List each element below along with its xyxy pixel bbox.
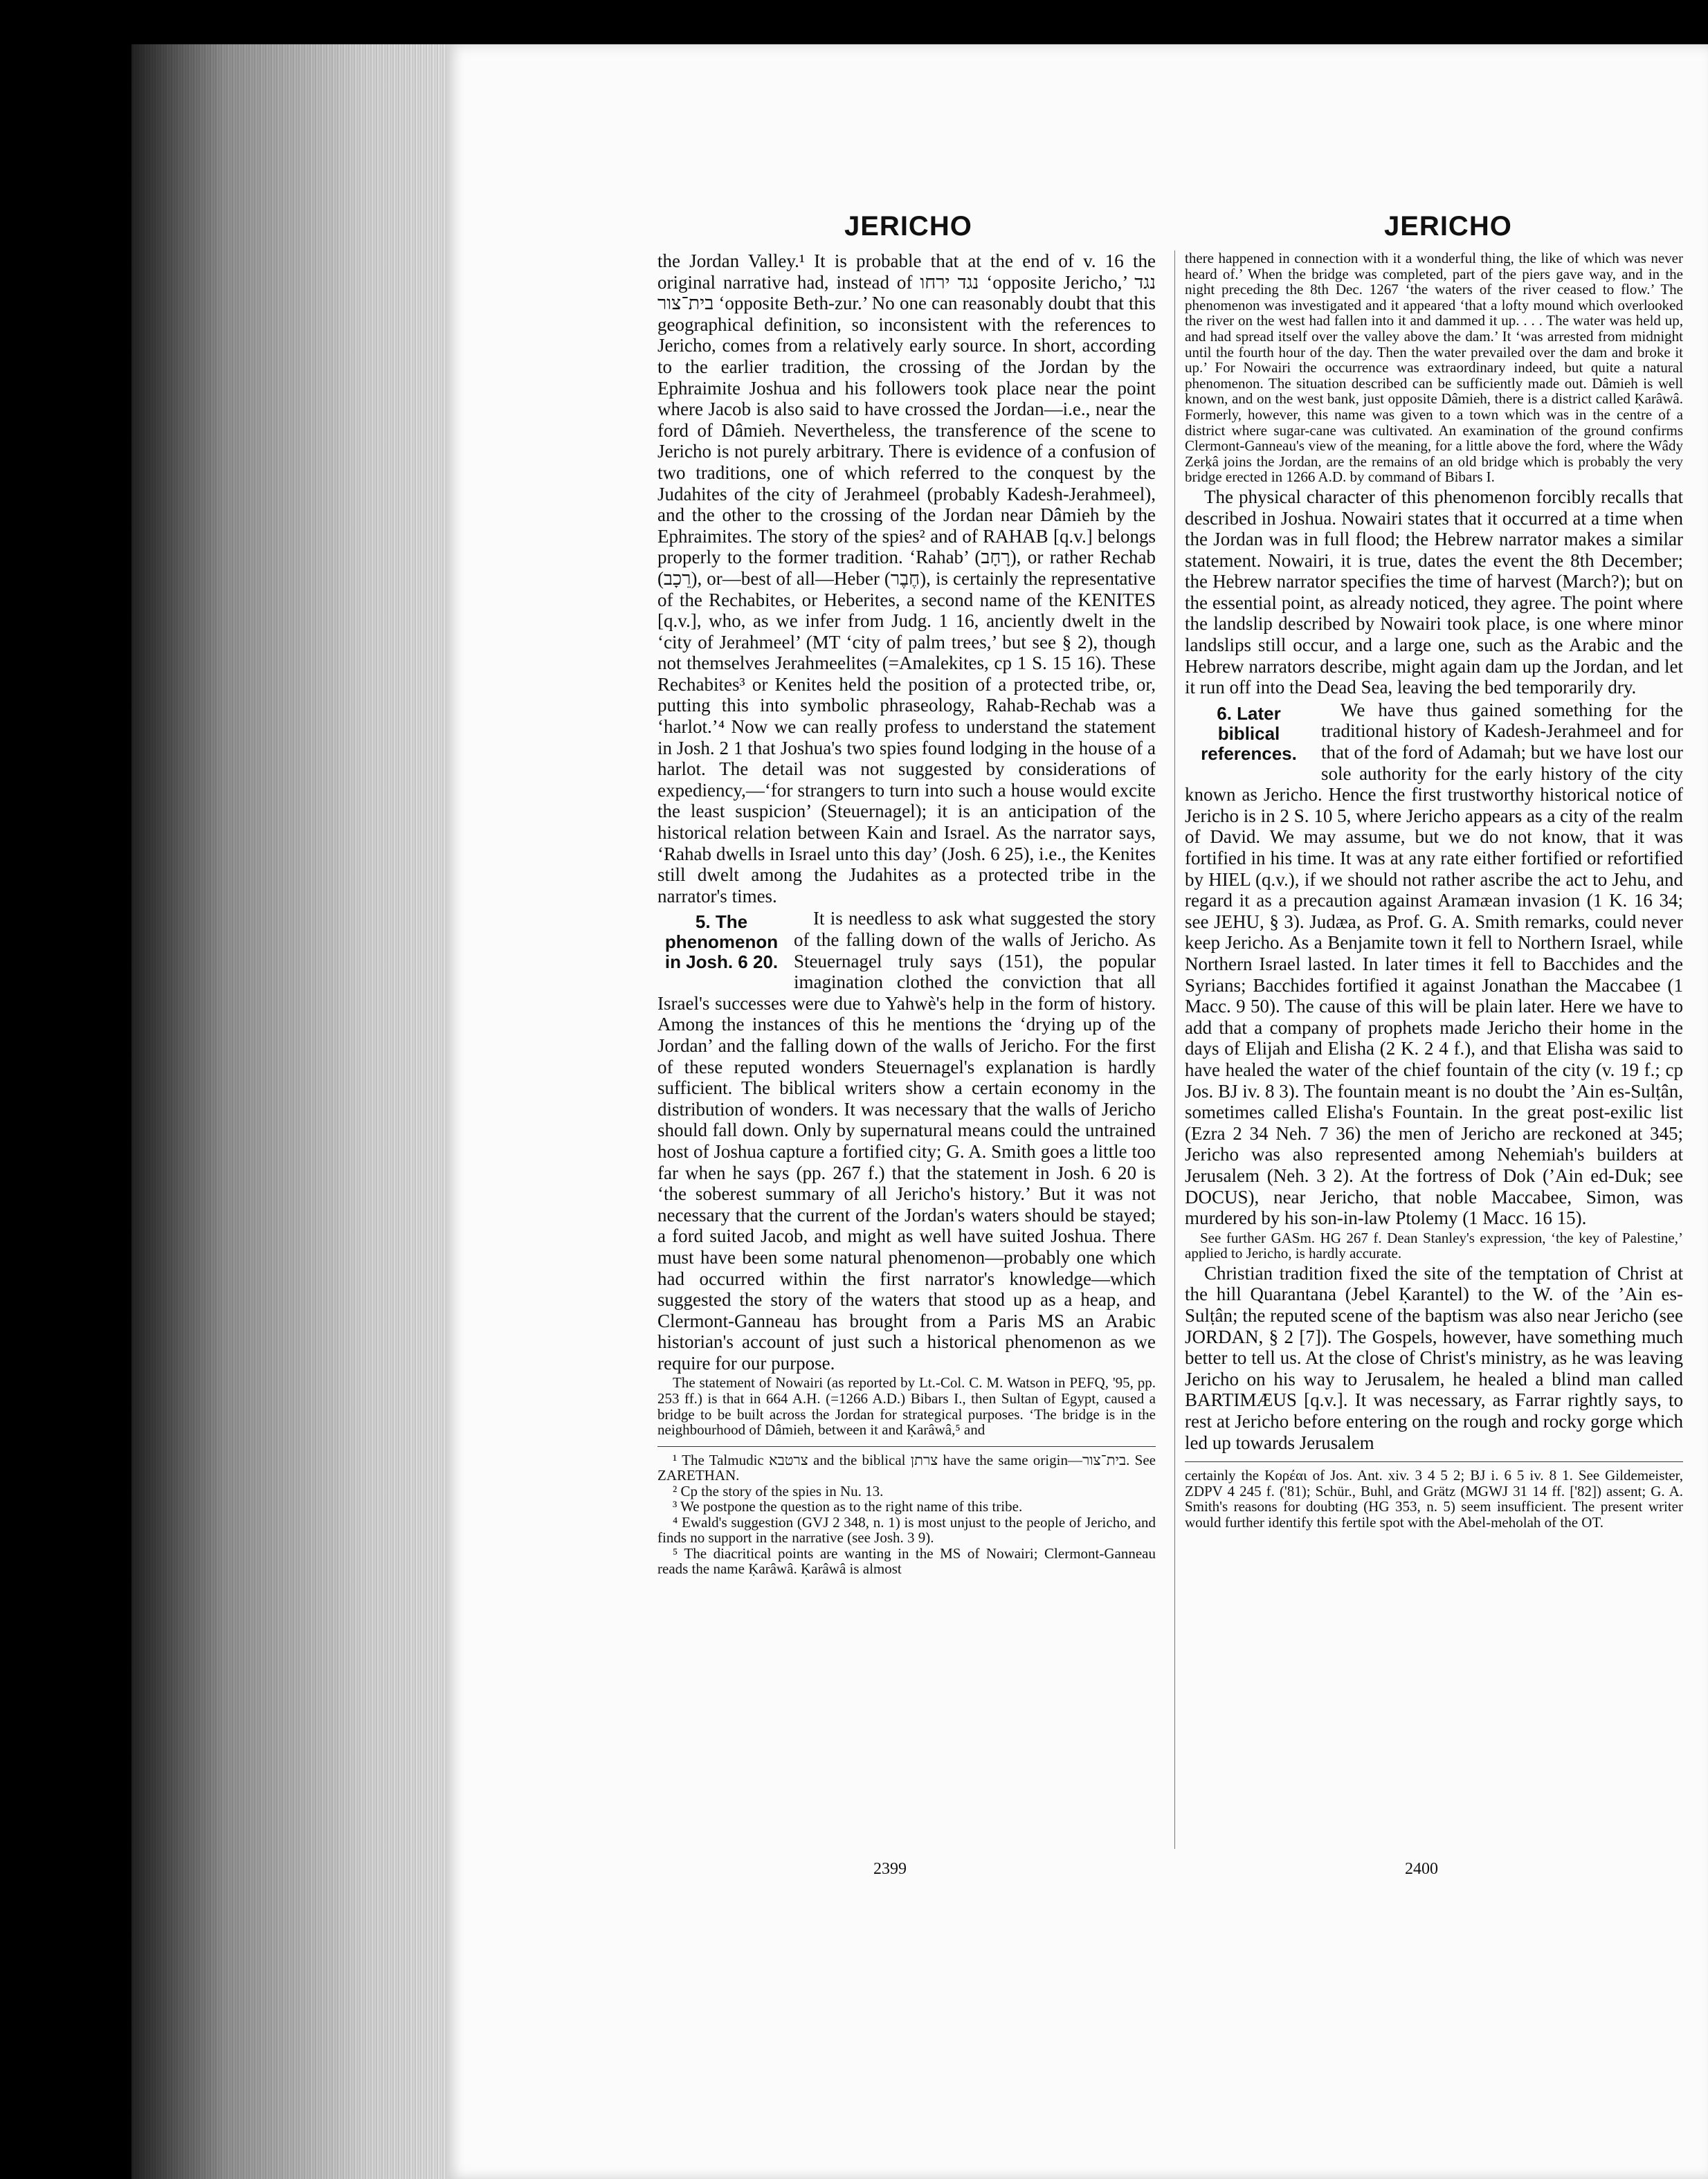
right-paragraph-2: We have thus gained something for the traditional history of Kadesh-Jerahmeel and for that of the ford of Adamah; but we have lost our sole authority for the early history of the city known as Jericho. Hence the first trustworthy historical notice of Jericho is in 2 S. 10 5, where Jericho appears as a city of the realm of David. We may assume, but we do not know, that it was fortified in his time. It was at any rate either fortified or refortified by HIEL (q.v.), if we should not rather ascribe the act to Jehu, and regard it as a precaution against Aramæan invasion (1 K. 16 34; see JEHU, § 3). Judæa, as Prof. G. A. Smith remarks, could never keep Jericho. As a Benjamite town it fell to Northern Israel, while Northern Israel lasted. In later times it fell to Bacchides and the Syrians; Bacchides fortified it against Jonathan the Maccabee (1 Macc. 9 50). The cause of this will be plain later. Here we have to add that a company of prophets made Jericho their home in the days of Elijah and Elisha (2 K. 2 4 f.), and that Elisha was said to have healed the water of the chief fountain of the city (v. 19 f.; cp Jos. BJ iv. 8 3). The fountain meant is no doubt the ’Ain es-Sulṭân, sometimes called Elisha's Fountain. In the great post-exilic list (Ezra 2 34 Neh. 7 36) the men of Jericho are reckoned at 345; Jericho was also represented among Nehemiah's builders at Jerusalem (Neh. 3 2). At the fortress of Dok (’Ain ed-Duk; see DOCUS), near Jericho, that noble Maccabee, Simon, was murdered by his son-in-law Ptolemy (1 Macc. 16 15).: [1185, 699, 1683, 1229]
right-small-paragraph-2: See further GASm. HG 267 f. Dean Stanley's expression, ‘the key of Palestine,’ applied to Jericho, is hardly accurate.: [1185, 1229, 1683, 1262]
left-footnote-rule: [657, 1446, 1156, 1447]
right-paragraph-1: The physical character of this phenomenon forcibly recalls that described in Joshua. Nowairi states that it occurred at a time when the Jordan was in full flood; the Hebrew narrator makes a similar statement. Nowairi, it is true, dates the event the 8th December; the Hebrew narrator specifies the time of harvest (March?); but on the essential point, as already noticed, they agree. The point where the landslip described by Nowairi took place, is one where minor landslips still occur, and a large one, such as the Arabic and the Hebrew narrators describe, might again dam up the Jordan, and let it run off into the Dead Sea, leaving the bed temporarily dry.: [1185, 486, 1683, 698]
left-footnote-4: ⁴ Ewald's suggestion (GVJ 2 348, n. 1) is most unjust to the people of Jericho, and finds no support in the narrative (see Josh. 3 9).: [657, 1513, 1156, 1547]
right-footnote-rule: [1185, 1461, 1683, 1462]
right-footnotes: [1185, 1468, 1683, 1530]
left-footnote-2: ² Cp the story of the spies in Nu. 13.: [673, 1482, 884, 1499]
left-page-number: 2399: [873, 1860, 907, 1878]
left-footnote-1: ¹ The Talmudic צרטבא and the biblical צרתן have the same origin—בית־צור. See ZARETHAN.: [657, 1451, 1156, 1484]
right-footnote-1: certainly the Κορέαι of Jos. Ant. xiv. 3 4 5 2; BJ i. 6 5 iv. 8 1. See Gildemeister, ZDPV 4 245 f. ('81); Schür., Buhl, and Grätz (MGWJ 31 14 ff. ['82]) assent; G. A. Smith's reasons for doubting (HG 353, n. 5) seem insufficient. The present writer would further identify this fertile spot with the Abel-meholah of the OT.: [1185, 1467, 1683, 1531]
right-column: [1185, 250, 1683, 1530]
right-small-print-2: [1185, 1230, 1683, 1261]
left-column: [657, 250, 1156, 1577]
right-paragraph-3: Christian tradition fixed the site of the temptation of Christ at the hill Quarantana (Jebel Ḳarantel) to the W. of the ’Ain es-Sulṭân; the reputed scene of the baptism was also near Jericho (see JORDAN, § 2 [7]). The Gospels, however, have something much better to tell us. At the close of Christ's ministry, as he was leaving Jericho on his way to Jerusalem, he healed a blind man called BARTIMÆUS [q.v.]. It was necessary, as Farrar rightly says, to rest at Jericho before entering on the rough and rocky gorge which led up towards Jerusalem: [1185, 1262, 1683, 1453]
left-headword: JERICHO: [844, 211, 972, 241]
left-footnote-5: ⁵ The diacritical points are wanting in the MS of Nowairi; Clermont-Ganneau reads the name Ḳarâwâ. Ḳarâwâ is almost: [657, 1544, 1156, 1578]
right-page-number: 2400: [1405, 1860, 1438, 1878]
right-small-paragraph: there happened in connection with it a wonderful thing, the like of which was never heard of.’ When the bridge was completed, part of the piers gave way, and in the night preceding the 8th Dec. 1267 ‘the waters of the river ceased to flow.’ The phenomenon was investigated and it appeared ‘that a lofty mound which overlooked the river on the west had fallen into it and dammed it up. . . . The water was held up, and had spread itself over the valley above the dam.’ It ‘was arrested from midnight until the fourth hour of the day. Then the water prevailed over the dam and broke it up.’ For Nowairi the occurrence was extraordinary indeed, but quite a natural phenomenon. The situation described can be sufficiently made out. Dâmieh is well known, and on the west bank, just opposite Dâmieh, there is a district called Ḳarâwâ. Formerly, however, this name was given to a town which was in the centre of a district where sugar-cane was cultivated. An examination of the ground confirms Clermont-Ganneau's view of the meaning, for a little above the ford, where the Wâdy Zerḳâ joins the Jordan, are the remains of an old bridge which is probably the very bridge erected in 1266 A.D. by command of Bibars I.: [1185, 250, 1683, 486]
left-small-paragraph: The statement of Nowairi (as reported by Lt.-Col. C. M. Watson in PEFQ, '95, pp. 253 ff.) is that in 664 A.H. (=1266 A.D.) Bibars I., then Sultan of Egypt, caused a bridge to be built across the Jordan for strategical purposes. ‘The bridge is in the neighbourhood of Dâmieh, between it and Ḳarâwâ,⁵ and: [657, 1374, 1156, 1439]
left-footnote-3: ³ We postpone the question as to the right name of this tribe.: [673, 1498, 1023, 1515]
left-paragraph-1: the Jordan Valley.¹ It is probable that at the end of v. 16 the original narrative had, instead of נגד ירחו ‘opposite Jericho,’ נגד בית־צור ‘opposite Beth-zur.’ No one can reasonably doubt that this geographical definition, so inconsistent with the references to Jericho, comes from a relatively early source. In short, according to the earlier tradition, the crossing of the Jordan by the Ephraimite Joshua and his followers took place near the point where Jacob is also said to have crossed the Jordan—i.e., near the ford of Dâmieh. Nevertheless, the transference of the scene to Jericho is not purely arbitrary. There is evidence of a confusion of two traditions, one of which referred to the conquest by the Judahites of the city of Jerahmeel (probably Kadesh-Jerahmeel), and the other to the crossing of the Jordan near Dâmieh by the Ephraimites. The story of the spies² and of RAHAB [q.v.] belongs properly to the former tradition. ‘Rahab’ (רָחָב), or rather Rechab (רֵכָב), or—best of all—Heber (חֶבֶר), is certainly the representative of the Rechabites, or Heberites, a second name of the KENITES [q.v.], who, as we infer from Judg. 1 16, anciently dwelt in the ‘city of Jerahmeel’ (MT ‘city of palm trees,’ but see § 2), though not themselves Jerahmeelites (=Amalekites, cp 1 S. 15 16). These Rechabites³ or Kenites held the position of a protected tribe, or, putting this into symbolic phraseology, Rahab-Rechab was a ‘harlot.’⁴ Now we can really profess to understand the statement in Josh. 2 1 that Joshua's two spies found lodging in the house of a harlot. The detail was not suggested by considerations of expediency,—‘for strangers to turn into such a house would excite the least suspicion’ (Steuernagel); it is an anticipation of the historical relation between Kain and Israel. As the narrator says, ‘Rahab dwells in Israel unto this day’ (Josh. 6 25), i.e., the Kenites still dwelt among the Judahites as a protected tribe in the narrator's times.: [657, 250, 1156, 906]
left-section-heading: 5. The phenomenon in Josh. 6 20.: [664, 911, 779, 973]
page-edges-shadow: [131, 44, 446, 2179]
left-small-print: [657, 1375, 1156, 1437]
right-small-print: [1185, 250, 1683, 485]
column-divider: [1174, 250, 1175, 1849]
left-footnotes: [657, 1452, 1156, 1577]
right-headword: JERICHO: [1384, 211, 1512, 241]
right-section-heading: 6. Later biblical references.: [1201, 702, 1297, 764]
left-paragraph-2: It is needless to ask what suggested the story of the falling down of the walls of Jericho. As Steuernagel truly says (151), the popular imagination clothed the conviction that all Israel's successes were due to Yahwè's help in the form of history. Among the instances of this he mentions the ‘drying up of the Jordan’ and the falling down of the walls of Jericho. For the first of these reputed wonders Steuernagel's explanation is hardly sufficient. The biblical writers show a certain economy in the distribution of wonders. It was necessary that the walls of Jericho should fall down. Only by supernatural means could the untrained host of Joshua capture a fortified city; G. A. Smith goes a little too far when he says (pp. 267 f.) that the statement in Josh. 6 20 is ‘the soberest summary of all Jericho's history.’ But it was not necessary that the current of the Jordan's waters should be stayed; a ford suited Jacob, and might as well have suited Joshua. There must have been some natural phenomenon—probably one which had occurred within the first narrator's knowledge—which suggested the story of the waters that stood up as a heap, and Clermont-Ganneau has brought from a Paris MS an Arabic historian's account of just such a historical phenomenon as we require for our purpose.: [657, 908, 1156, 1374]
